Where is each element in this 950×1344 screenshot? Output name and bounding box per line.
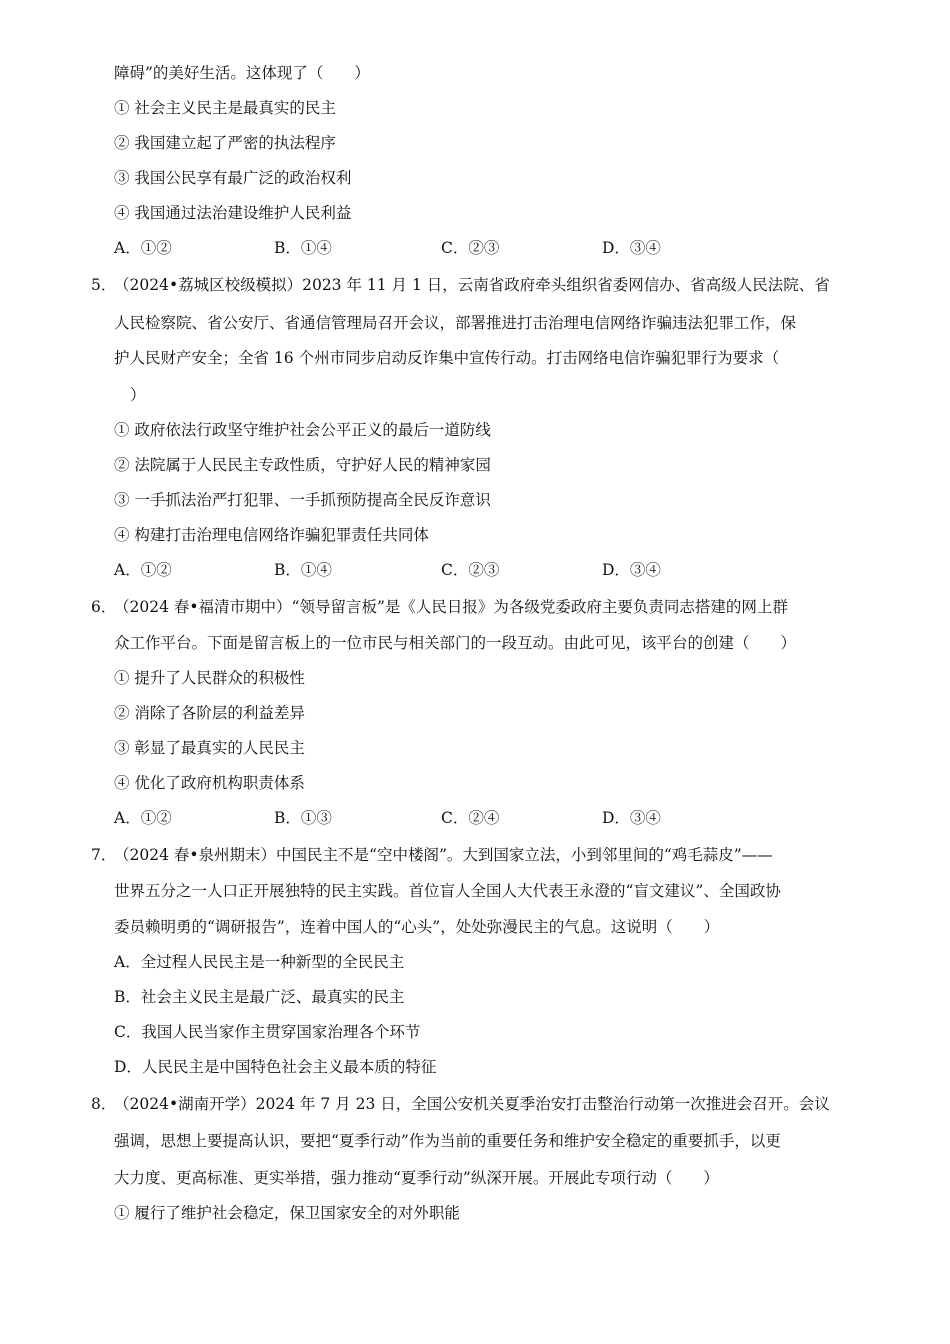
q8-stem-line-3: 大力度、更高标准、更实举措，强力推动“夏季行动”纵深开展。开展此专项行动（ ） <box>114 1169 719 1187</box>
q6-item-2: ② 消除了各阶层的利益差异 <box>114 704 305 722</box>
q5-item-2: ② 法院属于人民民主专政性质，守护好人民的精神家园 <box>114 456 491 474</box>
q7-stem-line-2: 世界五分之一人口正开展独特的民主实践。首位盲人全国人大代表王永澄的“盲文建议”、全国政协 <box>114 882 781 900</box>
q5-stem-line-4: ） <box>130 386 146 404</box>
q7-stem-line-3: 委员赖明勇的“调研报告”，连着中国人的“心头”，处处弥漫民主的气息。这说明（ ） <box>114 918 720 936</box>
q4-option-c: C．②③ <box>441 239 500 257</box>
q8-item-1: ① 履行了维护社会稳定，保卫国家安全的对外职能 <box>114 1204 460 1222</box>
q6-item-1: ① 提升了人民群众的积极性 <box>114 669 305 687</box>
q5-item-4: ④ 构建打击治理电信网络诈骗犯罪责任共同体 <box>114 526 429 544</box>
q6-option-a: A．①② <box>114 809 172 827</box>
q5-option-b: B．①④ <box>274 561 332 579</box>
q5-stem-line-3: 护人民财产安全；全省 16 个州市同步启动反诈集中宣传行动。打击网络电信诈骗犯罪行为要求（ <box>114 349 780 367</box>
q6-stem-line-1: （2024 春•福清市期中）“领导留言板”是《人民日报》为各级党委政府主要负责同志搭建的网上群 <box>114 598 788 616</box>
q6-item-4: ④ 优化了政府机构职责体系 <box>114 774 305 792</box>
q5-option-c: C．②③ <box>441 561 500 579</box>
q5-stem-line-2: 人民检察院、省公安厅、省通信管理局召开会议，部署推进打击治理电信网络诈骗违法犯罪工作，保 <box>114 314 797 332</box>
q7-option-b: B．社会主义民主是最广泛、最真实的民主 <box>114 988 405 1006</box>
q6-number: 6． <box>91 598 117 616</box>
q6-option-d: D．③④ <box>602 809 661 827</box>
q4-stem-tail: 障碍”的美好生活。这体现了（ ） <box>114 64 370 82</box>
q5-number: 5． <box>91 276 117 294</box>
q4-option-a: A．①② <box>114 239 172 257</box>
q7-option-c: C．我国人民当家作主贯穿国家治理各个环节 <box>114 1023 421 1041</box>
q5-item-3: ③ 一手抓法治严打犯罪、一手抓预防提高全民反诈意识 <box>114 491 491 509</box>
q5-option-a: A．①② <box>114 561 172 579</box>
q7-number: 7． <box>91 846 117 864</box>
q8-stem-line-2: 强调，思想上要提高认识，要把“夏季行动”作为当前的重要任务和维护安全稳定的重要抓手，以更 <box>114 1132 781 1150</box>
q5-option-d: D．③④ <box>602 561 661 579</box>
q5-stem-line-1: （2024•荔城区校级模拟）2023 年 11 月 1 日，云南省政府牵头组织省委网信办、省高级人民法院、省 <box>114 276 830 294</box>
q7-stem-line-1: （2024 春•泉州期末）中国民主不是“空中楼阁”。大到国家立法，小到邻里间的“鸡毛蒜皮”—— <box>114 846 773 864</box>
q7-option-a: A．全过程人民民主是一种新型的全民民主 <box>114 953 405 971</box>
q4-item-2: ② 我国建立起了严密的执法程序 <box>114 134 336 152</box>
q5-item-1: ① 政府依法行政坚守维护社会公平正义的最后一道防线 <box>114 421 491 439</box>
q7-option-d: D．人民民主是中国特色社会主义最本质的特征 <box>114 1058 437 1076</box>
q6-item-3: ③ 彰显了最真实的人民民主 <box>114 739 305 757</box>
q6-option-b: B．①③ <box>274 809 332 827</box>
q6-option-c: C．②④ <box>441 809 500 827</box>
q4-item-1: ① 社会主义民主是最真实的民主 <box>114 99 336 117</box>
q4-option-d: D．③④ <box>602 239 661 257</box>
q4-item-3: ③ 我国公民享有最广泛的政治权利 <box>114 169 352 187</box>
q4-item-4: ④ 我国通过法治建设维护人民利益 <box>114 204 352 222</box>
q6-stem-line-2: 众工作平台。下面是留言板上的一位市民与相关部门的一段互动。由此可见，该平台的创建（ ） <box>114 634 797 652</box>
q8-stem-line-1: （2024•湖南开学）2024 年 7 月 23 日，全国公安机关夏季治安打击整治行动第一次推进会召开。会议 <box>114 1095 830 1113</box>
q8-number: 8． <box>91 1095 117 1113</box>
q4-option-b: B．①④ <box>274 239 332 257</box>
